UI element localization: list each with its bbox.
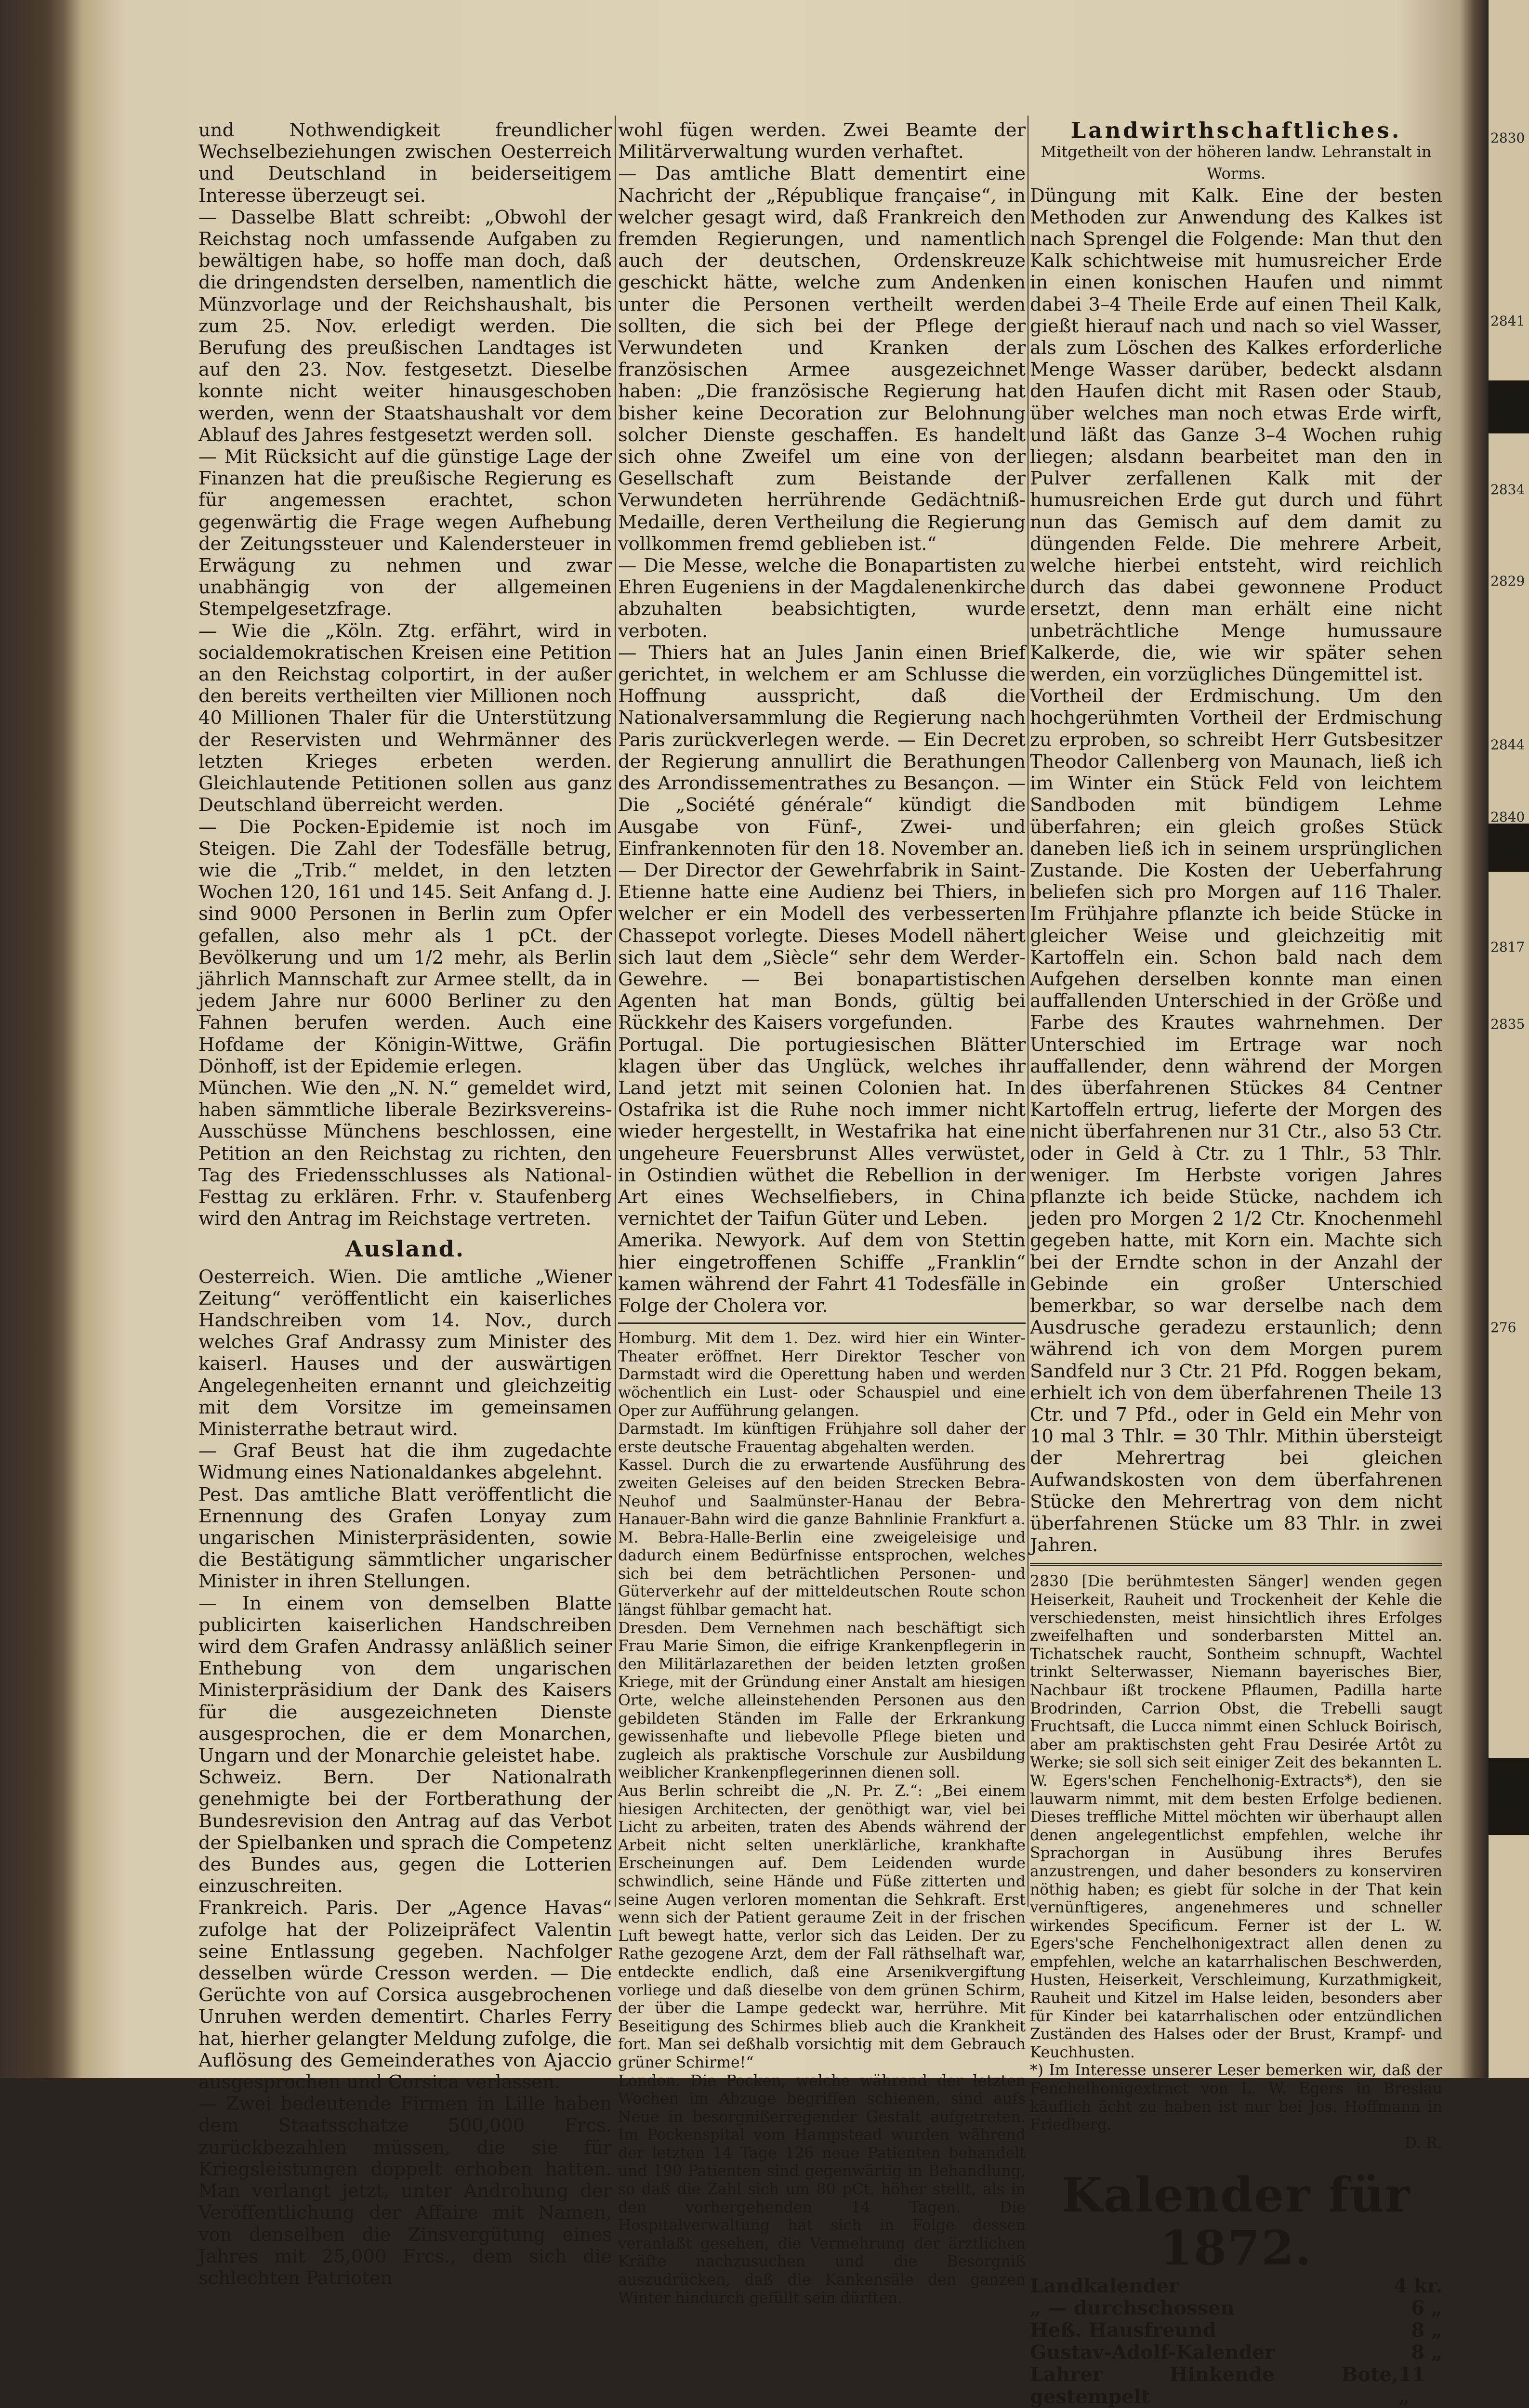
paragraph: Amerika. Newyork. Auf dem von Stettin hier eingetroffenen Schiffe „Franklin“ kamen während der Fahrt 41 Todesfälle in Folge der Cholera vor.	[618, 1230, 1026, 1317]
kalender-row	[1030, 2275, 1442, 2297]
paragraph: — Der Director der Gewehrfabrik in Saint-Etienne hatte eine Audienz bei Thiers, in welcher er ein Modell des verbesserten Chassepot vorlegte. Dieses Modell nähert sich laut dem „Siècle“ sehr dem Werder-Gewehre. — Bei bonapartistischen Agenten hat man Bonds, gültig bei Rückkehr des Kaisers vorgefunden.	[618, 859, 1026, 1034]
ad-number: 2841	[1490, 313, 1525, 329]
paragraph: — Dasselbe Blatt schreibt: „Obwohl der Reichstag noch umfassende Aufgaben zu bewältigen habe, so hoffe man doch, daß die dringendsten derselben, namentlich die Münzvorlage und der Reichshaushalt, bis zum 25. Nov. erledigt werden. Die Berufung des preußischen Landtages ist auf den 23. Nov. festgesetzt. Dieselbe konnte nicht weiter hinausgeschoben werden, wenn der Staatshaushalt vor dem Ablauf des Jahres festgesetzt werden soll.	[198, 206, 612, 446]
paragraph: — Wie die „Köln. Ztg. erfährt, wird in socialdemokratischen Kreisen eine Petition an den Reichstag colportirt, in der außer den bereits vertheilten vier Millionen noch 40 Millionen Thaler für die Unterstützung der Reservisten und Wehrmänner des letzten Krieges erbeten werden. Gleichlautende Petitionen sollen aus ganz Deutschland überreicht werden.	[198, 620, 612, 816]
kalender-price: 8 „	[1411, 2341, 1442, 2364]
paragraph: wohl fügen werden. Zwei Beamte der Militärverwaltung wurden verhaftet.	[618, 119, 1026, 163]
ink-block	[1489, 824, 1529, 872]
kalender-name: Lahrer Hinkende Bote, gestempelt	[1030, 2363, 1398, 2408]
kalender-price: 6 „	[1411, 2297, 1442, 2320]
paragraph: Vortheil der Erdmischung. Um den hochgerühmten Vortheil der Erdmischung zu erproben, so schreibt Herr Gutsbesitzer Theodor Callenberg von Maunach, ließ ich im Winter ein Stück Feld von leichtem Sandboden mit bündigem Lehme überfahren; ein gleich großes Stück daneben ließ ich in seinem ursprünglichen Zustande. Die Kosten der Ueberfahrung beliefen sich pro Morgen auf 116 Thaler. Im Frühjahre pflanzte ich beide Stücke in gleicher Weise und gleichzeitig mit Kartoffeln ein. Schon bald nach dem Aufgehen derselben konnte man einen auffallenden Unterschied in der Größe und Farbe des Krautes wahrnehmen. Der Unterschied im Ertrage war noch auffallender, denn während der Morgen des überfahrenen Stückes 84 Centner Kartoffeln ertrug, lieferte der Morgen des nicht überfahrenen nur 31 Ctr., also 53 Ctr. oder in Geld à Ctr. zu 1 Thlr., 53 Thlr. weniger. Im Herbste vorigen Jahres pflanzte ich beide Stücke, nachdem ich jeden pro Morgen 2 1/2 Ctr. Knochenmehl gegeben hatte, mit Korn ein. Machte sich bei der Erndte schon in der Anzahl der Gebinde ein großer Unterschied bemerkbar, so war derselbe nach dem Ausdrusche geradezu erstaunlich; denn während ich von dem Morgen purem Sandfeld nur 3 Ctr. 21 Pfd. Roggen bekam, erhielt ich von dem überfahrenen Theile 13 Ctr. und 7 Pfd., oder in Geld ein Mehr von 10 mal 3 Thlr. = 30 Thlr. Mithin übersteigt der Mehrertrag bei gleichen Aufwandskosten von dem überfahrenen Stücke den Mehrertrag von dem nicht überfahrenen Stücke um 83 Thlr. in zwei Jahren.	[1030, 685, 1442, 1557]
section-subtitle: Mitgetheilt von der höheren landw. Lehranstalt in Worms.	[1041, 143, 1432, 183]
paragraph: — Die Pocken-Epidemie ist noch im Steigen. Die Zahl der Todesfälle betrug, wie die „Trib.“ meldet, in den letzten Wochen 120, 161 und 145. Seit Anfang d. J. sind 9000 Personen in Berlin zum Opfer gefallen, also mehr als 1 pCt. der Bevölkerung und um 1/2 mehr, als Berlin jährlich Mannschaft zur Armee stellt, da in jedem Jahre nur 6000 Berliner zu den Fahnen berufen werden. Auch eine Hofdame der Königin-Wittwe, Gräfin Dönhoff, ist der Epidemie erlegen.	[198, 816, 612, 1077]
ad-footnote: *) Im Interesse unserer Leser bemerken wir, daß der Fenchelhonigextract von L. W. Egers in Breslau käuflich ächt zu haben ist nur bei Jos. Hoffmann in Friedberg.	[1030, 2062, 1442, 2134]
paragraph: — Thiers hat an Jules Janin einen Brief gerichtet, in welchem er am Schlusse die Hoffnung ausspricht, daß die Nationalversammlung die Regierung nach Paris zurückverlegen werde. — Ein Decret der Regierung annullirt die Berathungen des Arrondissementrathes zu Besançon. — Die „Société générale“ kündigt die Ausgabe von Fünf-, Zwei- und Einfrankennoten für den 18. November an.	[618, 641, 1026, 860]
paragraph: Schweiz. Bern. Der Nationalrath genehmigte bei der Fortberathung der Bundesrevision den Antrag auf das Verbot der Spielbanken und sprach die Competenz des Bundes aus, gegen die Lotterien einzuschreiten.	[198, 1767, 612, 1898]
ad-number: 2834	[1490, 482, 1525, 497]
kalender-row	[1030, 2297, 1442, 2319]
column-1	[198, 119, 612, 2289]
divider	[618, 1322, 1026, 1324]
kalender-name: Gustav-Adolf-Kalender	[1030, 2341, 1275, 2364]
adjacent-page-edge	[1489, 0, 1529, 2078]
paragraph: — Das amtliche Blatt dementirt eine Nachricht der „République française“, in welcher gesagt wird, daß Frankreich den fremden Regierungen, und namentlich auch der deutschen, Ordenskreuze geschickt hätte, welche zum Andenken unter die Personen vertheilt werden sollten, die sich bei der Pflege der Verwundeten und Kranken der französischen Armee ausgezeichnet haben: „Die französische Regierung hat bisher keine Decoration zur Belohnung solcher Dienste geschaffen. Es handelt sich ohne Zweifel um eine von der Gesellschaft zum Beistande der Verwundeten herrührende Gedächtniß-Medaille, deren Vertheilung die Regierung vollkommen fremd geblieben ist.“	[618, 163, 1026, 555]
kalender-name: „ — durchschossen	[1030, 2297, 1235, 2320]
ad-number: 276	[1490, 1320, 1516, 1335]
news-item: Homburg. Mit dem 1. Dez. wird hier ein Winter-Theater eröffnet. Herr Direktor Tescher von Darmstadt wird die Operettung haben und werden wöchentlich ein Lust- oder Schauspiel und eine Oper zur Aufführung gelangen.	[618, 1330, 1026, 1420]
ad-number: 2840	[1490, 809, 1525, 825]
kalender-price: 8 „	[1411, 2319, 1442, 2342]
paragraph: — In einem von demselben Blatte publicirten kaiserlichen Handschreiben wird dem Grafen Andrassy anläßlich seiner Enthebung von dem ungarischen Ministerpräsidium der Dank des Kaisers für die ausgezeichneten Dienste ausgesprochen, die er dem Monarchen, Ungarn und der Monarchie geleistet habe.	[198, 1592, 612, 1767]
news-item: Kassel. Durch die zu erwartende Ausführung des zweiten Geleises auf den beiden Strecken Bebra-Neuhof und Saalmünster-Hanau der Bebra-Hanauer-Bahn wird die ganze Bahnlinie Frankfurt a. M. Bebra-Halle-Berlin eine zweigeleisige und dadurch einem Bedürfnisse entsprochen, welches sich bei dem beträchtlichen Personen- und Güterverkehr auf der mitteldeutschen Route schon längst fühlbar gemacht hat.	[618, 1456, 1026, 1619]
paragraph: — Zwei bedeutende Firmen in Lille haben dem Staatsschatze 500,000 Frcs. zurückbezahlen müssen, die sie für Kriegsleistungen doppelt erhoben hatten. Man verlangt jetzt, unter Androhung der Veröffentlichung der Affaire mit Namen, von denselben die Zinsvergütung eines Jahres mit 25,000 Frcs., dem sich die schlechten Patrioten	[198, 2093, 612, 2289]
paragraph: — Die Messe, welche die Bonapartisten zu Ehren Eugeniens in der Magdalenenkirche abzuhalten beabsichtigten, wurde verboten.	[618, 555, 1026, 642]
advertisement-kalender	[1030, 2169, 1442, 2408]
kalender-price: 4 kr.	[1394, 2275, 1442, 2298]
news-item: Aus Berlin schreibt die „N. Pr. Z.“: „Bei einem hiesigen Architecten, der genöthigt war, viel bei Licht zu arbeiten, traten des Abends während der Arbeit nicht selten unerklärliche, krankhafte Erscheinungen auf. Dem Leidenden wurde schwindlich, seine Hände und Füße zitterten und seine Augen verloren momentan die Sehkraft. Erst wenn sich der Patient geraume Zeit in der frischen Luft bewegt hatte, verlor sich das Leiden. Der zu Rathe gezogene Arzt, dem der Fall räthselhaft war, entdeckte endlich, daß eine Arsenikvergiftung vorliege und daß dieselbe von dem grünen Schirm, der über die Lampe gedeckt war, herrühre. Mit Beseitigung des Schirmes blieb auch die Krankheit fort. Man sei deßhalb vorsichtig mit dem Gebrauch grüner Schirme!“	[618, 1782, 1026, 2071]
ink-block	[1489, 1758, 1529, 1835]
kalender-row	[1030, 2319, 1442, 2342]
kalender-price: 11 „	[1398, 2363, 1425, 2408]
ad-number: 2835	[1490, 1016, 1525, 1032]
ad-number: 2844	[1490, 737, 1525, 753]
ad-number: 2817	[1490, 939, 1525, 955]
advertisement-saenger	[1030, 1573, 1442, 2152]
local-news	[618, 1330, 1026, 2307]
divider	[1030, 1563, 1442, 1566]
ad-signature: D. R.	[1405, 2134, 1442, 2152]
ad-number: 2829	[1490, 573, 1525, 589]
paragraph: Frankreich. Paris. Der „Agence Havas“ zufolge hat der Polizeipräfect Valentin seine Entlassung gegeben. Nachfolger desselben würde Cresson werden. — Die Gerüchte von auf Corsica ausgebrochenen Unruhen werden dementirt. Charles Ferry hat, hierher gelangter Meldung zufolge, die Auflösung des Gemeinderathes von Ajaccio ausgesprochen und Corsica verlassen.	[198, 1897, 612, 2094]
divider	[1030, 2159, 1442, 2162]
paragraph: Oesterreich. Wien. Die amtliche „Wiener Zeitung“ veröffentlicht ein kaiserliches Handschreiben vom 14. Nov., durch welches Graf Andrassy zum Minister des kaiserl. Hauses und der auswärtigen Angelegenheiten ernannt und gleichzeitig mit dem Vorsitze im gemeinsamen Ministerrathe betraut wird.	[198, 1266, 612, 1440]
kalender-name: Landkalender	[1030, 2275, 1179, 2298]
paragraph: München. Wie den „N. N.“ gemeldet wird, haben sämmtliche liberale Bezirksvereins-Ausschüsse Münchens beschlossen, eine Petition an den Reichstag zu richten, den Tag des Friedensschlusses als National-Festtag zu erklären. Frhr. v. Staufenberg wird den Antrag im Reichstage vertreten.	[198, 1077, 612, 1230]
column-3	[1030, 119, 1442, 2408]
paragraph: — Mit Rücksicht auf die günstige Lage der Finanzen hat die preußische Regierung es für angemessen erachtet, schon gegenwärtig die Frage wegen Aufhebung der Zeitungssteuer und Kalendersteuer in Erwägung zu nehmen und zwar unabhängig von der allgemeinen Stempelgesetzfrage.	[198, 446, 612, 620]
kalender-row	[1030, 2364, 1442, 2408]
column-2	[618, 119, 1026, 2307]
kalender-name: Heß. Hausfreund	[1030, 2319, 1216, 2342]
ad-number: 2830	[1490, 130, 1525, 146]
news-item: Darmstadt. Im künftigen Frühjahre soll daher der erste deutsche Frauentag abgehalten werden.	[618, 1420, 1026, 1456]
paragraph: Düngung mit Kalk. Eine der besten Methoden zur Anwendung des Kalkes ist nach Sprengel die Folgende: Man thut den Kalk schichtweise mit humusreicher Erde in einen konischen Haufen und nimmt dabei 3–4 Theile Erde auf einen Theil Kalk, gießt hierauf nach und nach so viel Wasser, als zum Löschen des Kalkes erforderliche Menge Wasser darüber, bedeckt alsdann den Haufen dicht mit Rasen oder Staub, über welches man noch etwas Erde wirft, und läßt das Ganze 3–4 Wochen ruhig liegen; alsdann bearbeitet man den in Pulver zerfallenen Kalk mit der humusreichen Erde gut durch und führt nun das Gemisch auf dem damit zu düngenden Felde. Die mehrere Arbeit, welche hierbei entsteht, wird reichlich durch das dabei gewonnene Product ersetzt, denn man erhält eine nicht unbeträchtliche Menge humussaure Kalkerde, die, wie wir später sehen werden, ein vorzügliches Düngemittel ist.	[1030, 184, 1442, 686]
column-rule-left	[615, 116, 616, 1907]
kalender-list	[1030, 2275, 1442, 2408]
paragraph: und Nothwendigkeit freundlicher Wechselbeziehungen zwischen Oesterreich und Deutschland in beiderseitigem Interesse überzeugt sei.	[198, 119, 612, 207]
paragraph: — Graf Beust hat die ihm zugedachte Widmung eines Nationaldankes abgelehnt.	[198, 1440, 612, 1484]
section-heading-ausland: Ausland.	[345, 1236, 465, 1262]
news-item: London. Die Pocken, welche während der letzten Wochen im Abzuge begriffen schienen, sind aufs Neue in besorgnißerregender Gestalt aufgetreten. Im Pockenspital vom Hampstead wurden während der letzten 14 Tage 126 neue Patienten behandelt und 190 Patienten sind gegenwärtig in Behandlung, so daß die Zahl sich um 80 pCt. höher stellt, als in den vorhergehenden 14 Tagen. Die Hospitalverwaltung hat sich in Folge dessen veranlaßt gesehen, die Vermehrung der ärztlichen Kräfte nachzusuchen und die Besorgniß auszudrücken, daß die Kankensäle den ganzen Winter hindurch gefüllt sein dürften.	[618, 2072, 1026, 2307]
paragraph: Pest. Das amtliche Blatt veröffentlicht die Ernennung des Grafen Lonyay zum ungarischen Ministerpräsidenten, sowie die Bestätigung sämmtlicher ungarischer Minister in ihren Stellungen.	[198, 1483, 612, 1593]
section-heading-landwirthschaft: Landwirthschaftliches.	[1070, 118, 1402, 143]
ink-block	[1489, 380, 1529, 433]
kalender-row	[1030, 2342, 1442, 2364]
ad-text: 2830 [Die berühmtesten Sänger] wenden gegen Heiserkeit, Rauheit und Trockenheit der Kehle die verschiedensten, meist hinsichtlich ihres Erfolges zweifelhaften und sonderbarsten Mittel an. Tichatschek raucht, Sontheim schnupft, Wachtel trinkt Selterwasser, Niemann bayerisches Bier, Nachbaur ißt trockene Pflaumen, Padilla harte Brodrinden, Carrion Obst, die Trebelli saugt Fruchtsaft, die Lucca nimmt einen Schluck Boirisch, aber am praktischsten geht Frau Desirée Artôt zu Werke; sie soll sich seit einiger Zeit des bekannten L. W. Egers'schen Fenchelhonig-Extracts*), den sie lauwarm nimmt, mit dem besten Erfolge bedienen. Dieses treffliche Mittel möchten wir überhaupt allen denen angelegentlichst empfehlen, welche ihr Sprachorgan in Ausübung ihres Berufes anzustrengen, und daher besonders zu konserviren nöthig haben; es giebt für solche in der That kein vernünftigeres, angenehmeres und schneller wirkendes Specificum. Ferner ist der L. W. Egers'sche Fenchelhonigextract allen denen zu empfehlen, welche an katarrhalischen Beschwerden, Husten, Heiserkeit, Verschleimung, Kurzathmigkeit, Rauheit und Kitzel im Halse leiden, besonders aber für Kinder bei katarrhalischen oder entzündlichen Zuständen des Halses oder der Brust, Krampf- und Keuchhusten.	[1030, 1573, 1442, 2061]
kalender-title: Kalender für 1872.	[1061, 2168, 1411, 2277]
news-item: Dresden. Dem Vernehmen nach beschäftigt sich Frau Marie Simon, die eifrige Krankenpflegerin in den Militärlazarethen der beiden letzten großen Kriege, mit der Gründung einer Anstalt am hiesigen Orte, welche alleinstehenden Personen aus den gebildeten Ständen im Falle der Erkrankung gewissenhafte und liebevolle Pflege bieten und zugleich als praktische Vorschule zur Ausbildung weiblicher Krankenpflegerinnen dienen soll.	[618, 1619, 1026, 1782]
paragraph: Portugal. Die portugiesischen Blätter klagen über das Unglück, welches ihr Land jetzt mit seinen Colonien hat. In Ostafrika ist die Ruhe noch immer nicht wieder hergestellt, in Westafrika hat eine ungeheure Feuersbrunst Alles verwüstet, in Ostindien wüthet die Rebellion in der Art eines Wechselfiebers, in China vernichtet der Taifun Güter und Leben.	[618, 1034, 1026, 1230]
